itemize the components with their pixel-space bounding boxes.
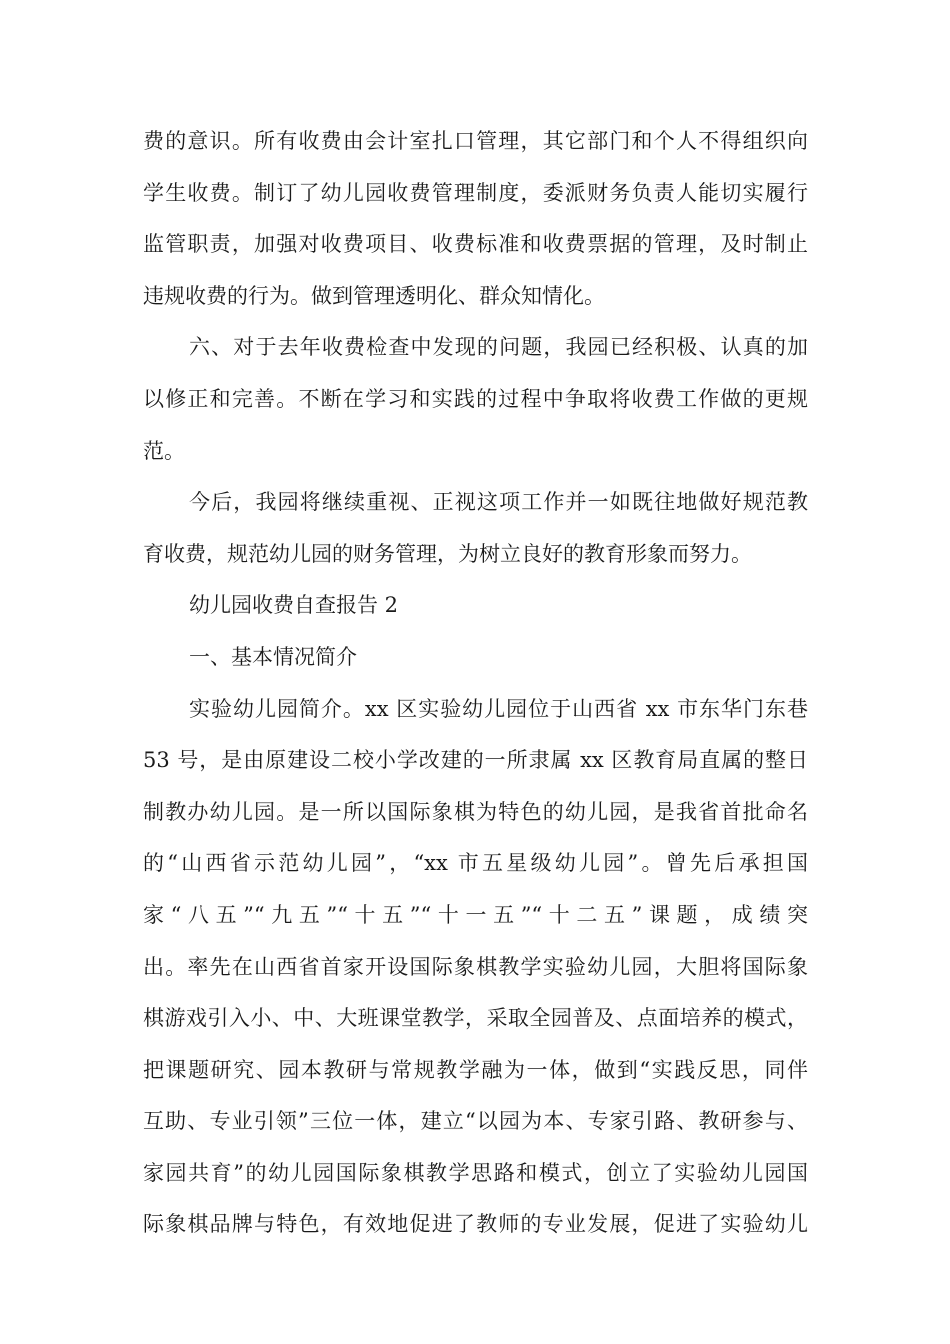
- paragraph-line: 制教办幼儿园。是一所以国际象棋为特色的幼儿园，是我省首批命名: [143, 799, 808, 824]
- section-title: 幼儿园收费自查报告 2: [189, 593, 399, 618]
- paragraph-line: 实验幼儿园简介。xx 区实验幼儿园位于山西省 xx 市东华门东巷: [189, 696, 808, 721]
- paragraph-line: 今后，我园将继续重视、正视这项工作并一如既往地做好规范教: [189, 490, 808, 515]
- paragraph-line: 范。: [143, 438, 185, 463]
- paragraph-line: 互助、专业引领”三位一体，建立“以园为本、专家引路、教研参与、: [143, 1109, 808, 1134]
- paragraph-line: 监管职责，加强对收费项目、收费标准和收费票据的管理，及时制止: [143, 232, 808, 257]
- paragraph-line: 把课题研究、园本教研与常规教学融为一体，做到“实践反思，同伴: [143, 1057, 808, 1082]
- paragraph-line: 学生收费。制订了幼儿园收费管理制度，委派财务负责人能切实履行: [143, 180, 808, 205]
- paragraph-line: 的“山西省示范幼儿园”，“xx 市五星级幼儿园”。曾先后承担国: [143, 851, 808, 876]
- paragraph-line: 际象棋品牌与特色，有效地促进了教师的专业发展，促进了实验幼儿: [143, 1212, 808, 1237]
- paragraph-line: 53 号，是由原建设二校小学改建的一所隶属 xx 区教育局直属的整日: [143, 748, 808, 773]
- paragraph-line: 违规收费的行为。做到管理透明化、群众知情化。: [143, 283, 605, 308]
- paragraph-line: 出。率先在山西省首家开设国际象棋教学实验幼儿园，大胆将国际象: [143, 954, 808, 979]
- paragraph-line: 家园共育”的幼儿园国际象棋教学思路和模式，创立了实验幼儿园国: [143, 1160, 808, 1185]
- paragraph-line: 以修正和完善。不断在学习和实践的过程中争取将收费工作做的更规: [143, 386, 808, 411]
- paragraph-line: 棋游戏引入小、中、大班课堂教学，采取全园普及、点面培养的模式，: [143, 1006, 808, 1031]
- paragraph-line: 家“八五”“九五”“十五”“十一五”“十二五”课题，成绩突: [143, 902, 808, 927]
- section-heading: 一、基本情况简介: [189, 644, 357, 669]
- paragraph-line: 六、对于去年收费检查中发现的问题，我园已经积极、认真的加: [189, 335, 808, 360]
- paragraph-line: 育收费，规范幼儿园的财务管理，为树立良好的教育形象而努力。: [143, 541, 752, 566]
- paragraph-line: 费的意识。所有收费由会计室扎口管理，其它部门和个人不得组织向: [143, 129, 808, 153]
- document-body: [143, 116, 808, 1251]
